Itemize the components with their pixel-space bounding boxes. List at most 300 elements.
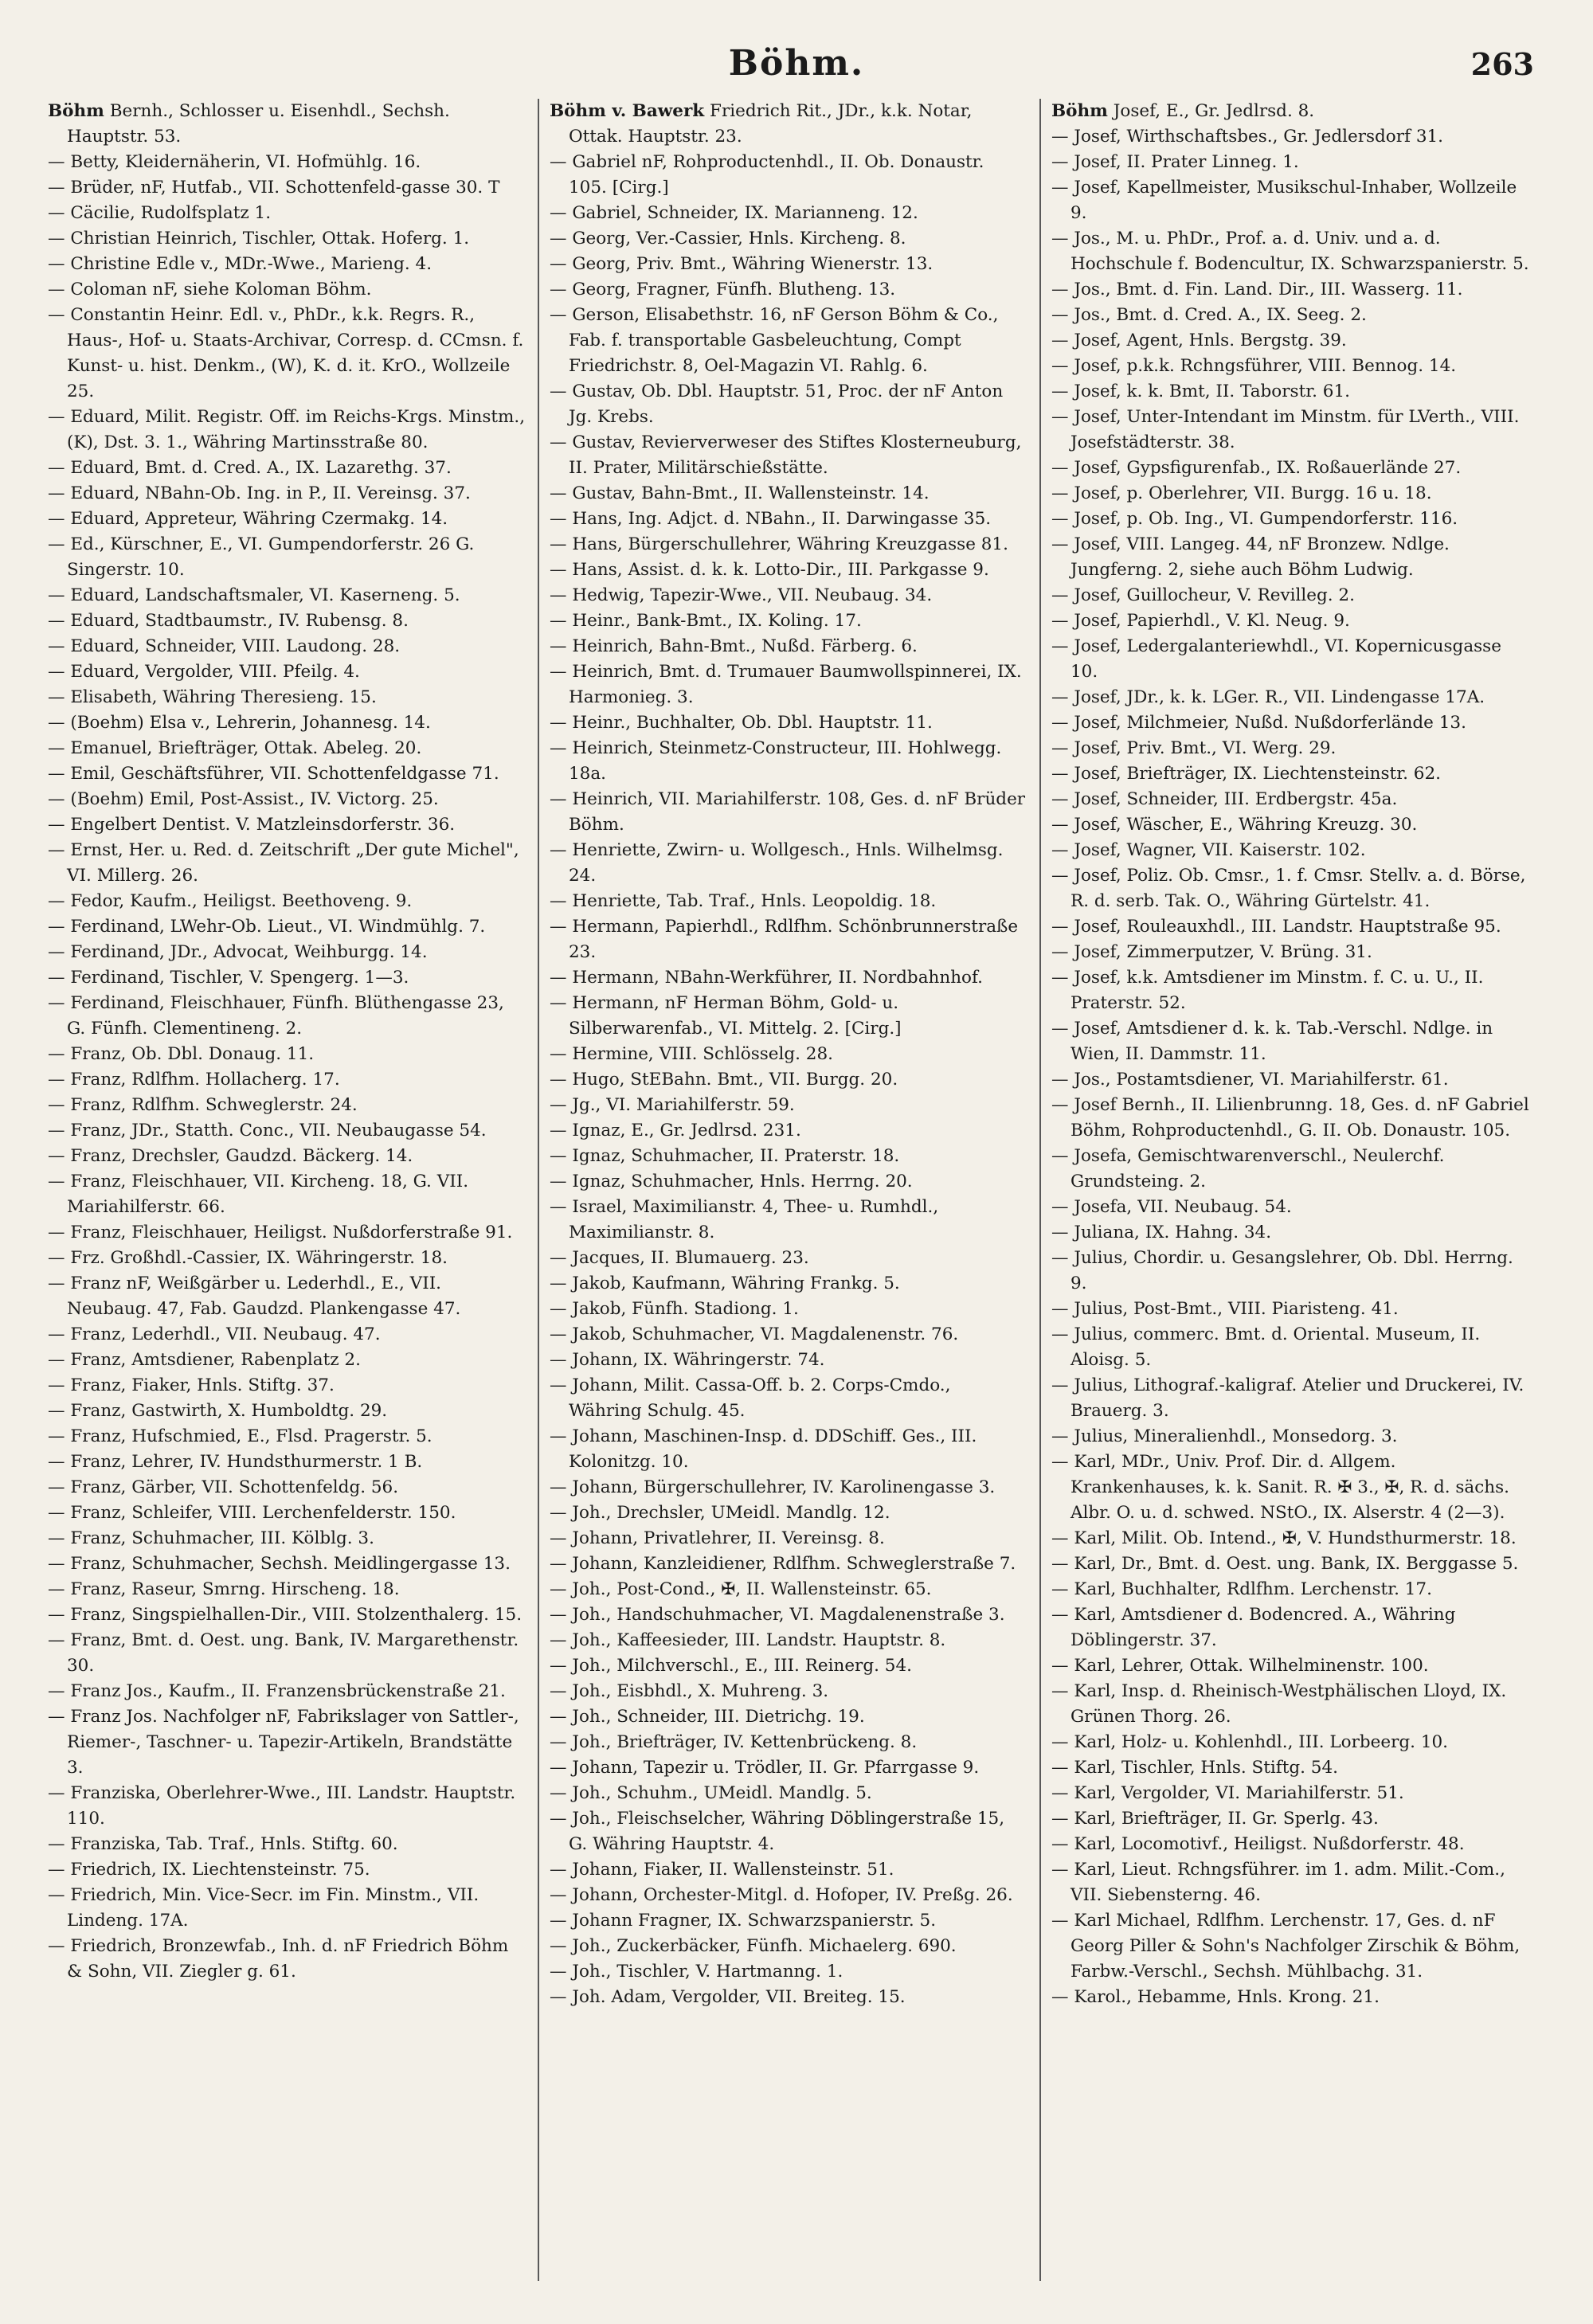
entry-text: — Hermann, nF Herman Böhm, Gold- u. Silberwarenfab., VI. Mittelg. 2. [Cirg.] [550, 993, 902, 1039]
entry-text: — Josef, Wirthschaftsbes., Gr. Jedlersdorf 31. [1051, 127, 1444, 147]
entry-text: — Hans, Ing. Adjct. d. NBahn., II. Darwingasse 35. [550, 509, 992, 529]
entry-text: — Joh., Kaffeesieder, III. Landstr. Hauptstr. 8. [550, 1630, 946, 1650]
entry-text: — Jakob, Schuhmacher, VI. Magdalenenstr. 76. [550, 1324, 959, 1344]
directory-entry [550, 1093, 1027, 1118]
entry-text: — Friedrich, IX. Liechtensteinstr. 75. [48, 1860, 370, 1880]
entry-text: — Josef, Rouleauxhdl., III. Landstr. Hauptstraße 95. [1051, 917, 1501, 937]
directory-entry [550, 201, 1027, 226]
directory-entry [48, 99, 526, 150]
entry-text: — Franz, Singspielhallen-Dir., VIII. Stolzenthalerg. 15. [48, 1605, 523, 1625]
directory-entry [550, 507, 1027, 532]
entry-text: — Franz, JDr., Statth. Conc., VII. Neubaugasse 54. [48, 1121, 487, 1140]
directory-entry [48, 277, 526, 303]
directory-entry [48, 940, 526, 965]
directory-entry [1051, 1093, 1529, 1144]
entry-surname: Böhm [48, 101, 104, 121]
directory-entry [48, 405, 526, 456]
entry-text: — Julius, Chordir. u. Gesangslehrer, Ob. Dbl. Herrng. 9. [1051, 1248, 1513, 1293]
directory-entry [48, 1399, 526, 1424]
directory-entry [48, 889, 526, 914]
entry-text: — Joh., Eisbhdl., X. Muhreng. 3. [550, 1681, 829, 1701]
directory-entry [550, 914, 1027, 965]
entry-text: — Franz, Rdlfhm. Hollacherg. 17. [48, 1070, 340, 1090]
directory-entry [1051, 226, 1529, 277]
entry-text: — Karl, Amtsdiener d. Bodencred. A., Währing Döblingerstr. 37. [1051, 1605, 1456, 1650]
entry-text: — Coloman nF, siehe Koloman Böhm. [48, 280, 372, 299]
directory-entry [48, 710, 526, 736]
directory-entry [48, 1883, 526, 1934]
entry-text: — Georg, Ver.-Cassier, Hnls. Kircheng. 8. [550, 229, 906, 248]
entry-text: — Gabriel, Schneider, IX. Marianneng. 12. [550, 203, 918, 223]
entry-text: — Karol., Hebamme, Hnls. Krong. 21. [1051, 1987, 1380, 2007]
directory-entry [48, 1322, 526, 1348]
entry-text: — Joh., Milchverschl., E., III. Reinerg. 54. [550, 1656, 912, 1676]
entry-text: — Johann, Milit. Cassa-Off. b. 2. Corps-Cmdo., Währing Schulg. 45. [550, 1375, 951, 1421]
directory-entry [550, 1883, 1027, 1908]
entry-text: — Eduard, Milit. Registr. Off. im Reichs-Krgs. Minstm., (K), Dst. 3. 1., Währing Martinsstraße 80. [48, 407, 526, 452]
directory-entry [1051, 965, 1529, 1016]
directory-entry [48, 1450, 526, 1475]
entry-text: — Eduard, Schneider, VIII. Laudong. 28. [48, 636, 401, 656]
directory-entry [550, 1704, 1027, 1730]
entry-text: — Franz Jos. Nachfolger nF, Fabrikslager von Sattler-, Riemer-, Taschner- u. Tapezir-Artikeln, Brandstätte 3. [48, 1707, 519, 1778]
directory-entry [1051, 1526, 1529, 1551]
entry-text: — Josef, VIII. Langeg. 44, nF Bronzew. Ndlge. Jungferng. 2, siehe auch Böhm Ludwig. [1051, 534, 1450, 580]
entry-text: — Josef, Gypsfigurenfab., IX. Roßauerlände 27. [1051, 458, 1462, 478]
directory-entry [48, 1271, 526, 1322]
directory-entry [550, 1297, 1027, 1322]
directory-entry [48, 1424, 526, 1450]
directory-entry [1051, 1806, 1529, 1832]
entry-text: — Franz, Fleischhauer, Heiligst. Nußdorferstraße 91. [48, 1223, 513, 1242]
directory-entry [48, 1577, 526, 1602]
entry-text: — Georg, Fragner, Fünfh. Blutheng. 13. [550, 280, 896, 299]
entry-text: — Heinrich, Bmt. d. Trumauer Baumwollspinnerei, IX. Harmonieg. 3. [550, 662, 1022, 707]
directory-entry [1051, 1985, 1529, 2010]
entry-text: — Franz, Lehrer, IV. Hundsthurmerstr. 1 B. [48, 1452, 423, 1472]
entry-text: — Johann, Tapezir u. Trödler, II. Gr. Pfarrgasse 9. [550, 1758, 980, 1778]
entry-text: — Josef, k. k. Bmt, II. Taborstr. 61. [1051, 381, 1350, 401]
directory-entry [48, 1093, 526, 1118]
directory-entry [48, 1781, 526, 1832]
directory-entry [48, 1551, 526, 1577]
directory-entry [48, 1475, 526, 1500]
entry-text: — Franz, Schleifer, VIII. Lerchenfelderstr. 150. [48, 1503, 456, 1523]
directory-entry [1051, 787, 1529, 812]
entry-text: — Ferdinand, JDr., Advocat, Weihburgg. 14. [48, 942, 428, 962]
directory-entry [550, 379, 1027, 430]
entry-text: — Franz, Hufschmied, E., Flsd. Pragerstr. 5. [48, 1426, 432, 1446]
entry-text: — (Boehm) Emil, Post-Assist., IV. Victorg. 25. [48, 789, 439, 809]
entry-text: — Betty, Kleidernäherin, VI. Hofmühlg. 16. [48, 152, 421, 172]
directory-entry [1051, 710, 1529, 736]
directory-entry [1051, 1373, 1529, 1424]
entry-text: — Joh., Schneider, III. Dietrichg. 19. [550, 1707, 865, 1727]
entry-text: — Franz Jos., Kaufm., II. Franzensbrückenstraße 21. [48, 1681, 506, 1701]
entry-text: — Christian Heinrich, Tischler, Ottak. Hoferg. 1. [48, 229, 470, 248]
directory-entry [48, 1067, 526, 1093]
entry-text: — Constantin Heinr. Edl. v., PhDr., k.k. Regrs. R., Haus-, Hof- u. Staats-Archivar, Corresp. d. CCmsn. f. Kunst- u. hist. Denkm., (W), K. d. it. KrO., Wollzeile 25. [48, 305, 524, 401]
directory-entry [550, 1348, 1027, 1373]
entry-text: — Heinrich, Bahn-Bmt., Nußd. Färberg. 6. [550, 636, 918, 656]
directory-entry [1051, 685, 1529, 710]
directory-entry [48, 761, 526, 787]
directory-entry [550, 1169, 1027, 1195]
entry-text: — Eduard, Vergolder, VIII. Pfeilg. 4. [48, 662, 360, 682]
entry-text: — Josef Bernh., II. Lilienbrunng. 18, Ges. d. nF Gabriel Böhm, Rohproductenhdl., G. II. Ob. Donaustr. 105. [1051, 1095, 1529, 1140]
directory-entry [48, 252, 526, 277]
entry-text: — Johann, Privatlehrer, II. Vereinsg. 8. [550, 1528, 885, 1548]
entry-text: — Joh., Post-Cond., ✠, II. Wallensteinstr. 65. [550, 1579, 932, 1599]
directory-entry [550, 1755, 1027, 1781]
entry-text: — Eduard, Landschaftsmaler, VI. Kaserneng. 5. [48, 585, 460, 605]
directory-entry [550, 1628, 1027, 1653]
entry-surname: Böhm [1051, 101, 1108, 121]
entry-text: — (Boehm) Elsa v., Lehrerin, Johannesg. 14. [48, 713, 431, 733]
entry-text: — Josef, Poliz. Ob. Cmsr., 1. f. Cmsr. Stellv. a. d. Börse, R. d. serb. Tak. O., Währing Gürtelstr. 41. [1051, 866, 1526, 911]
entry-text: — Josef, Amtsdiener d. k. k. Tab.-Verschl. Ndlge. in Wien, II. Dammstr. 11. [1051, 1019, 1493, 1064]
entry-text: — Josef, Zimmerputzer, V. Brüng. 31. [1051, 942, 1372, 962]
directory-entry [48, 1704, 526, 1781]
entry-text: — Brüder, nF, Hutfab., VII. Schottenfeld-gasse 30. T [48, 178, 500, 198]
directory-entry [1051, 277, 1529, 303]
entry-text: — Ferdinand, LWehr-Ob. Lieut., VI. Windmühlg. 7. [48, 917, 486, 937]
directory-entry [1051, 1297, 1529, 1322]
entry-text: — Karl, MDr., Univ. Prof. Dir. d. Allgem. Krankenhauses, k. k. Sanit. R. ✠ 3., ✠, R. d. sächs. Albr. O. u. d. schwed. NStO., IX. Alserstr. 4 (2—3). [1051, 1452, 1510, 1523]
entry-text: — Ignaz, Schuhmacher, II. Praterstr. 18. [550, 1146, 900, 1166]
entry-text: — Josef, p. Ob. Ing., VI. Gumpendorferstr. 116. [1051, 509, 1458, 529]
directory-entry [48, 1373, 526, 1399]
directory-entry [550, 889, 1027, 914]
directory-entry [550, 226, 1027, 252]
entry-text: — Karl, Dr., Bmt. d. Oest. ung. Bank, IX. Berggasse 5. [1051, 1554, 1519, 1574]
entry-text: — Josefa, VII. Neubaug. 54. [1051, 1197, 1292, 1217]
entry-surname: Böhm v. Bawerk [550, 101, 705, 121]
directory-entry [1051, 303, 1529, 328]
entry-text: — Karl, Locomotivf., Heiligst. Nußdorferstr. 48. [1051, 1834, 1465, 1854]
entry-text: — Hans, Assist. d. k. k. Lotto-Dir., III. Parkgasse 9. [550, 560, 989, 580]
entry-text: — Josef, Guillocheur, V. Revilleg. 2. [1051, 585, 1355, 605]
entry-text: — Hermann, NBahn-Werkführer, II. Nordbahnhof. [550, 968, 984, 988]
entry-text: — Friedrich, Bronzewfab., Inh. d. nF Friedrich Böhm & Sohn, VII. Ziegler g. 61. [48, 1936, 509, 1982]
entry-text: — Julius, Mineralienhdl., Monsedorg. 3. [1051, 1426, 1398, 1446]
directory-entry [550, 558, 1027, 583]
entry-text: — Johann, Bürgerschullehrer, IV. Karolinengasse 3. [550, 1477, 996, 1497]
entry-text: — Heinrich, VII. Mariahilferstr. 108, Ges. d. nF Brüder Böhm. [550, 789, 1026, 835]
entry-text: — Josef, Wagner, VII. Kaiserstr. 102. [1051, 840, 1366, 860]
entry-text: — Gustav, Bahn-Bmt., II. Wallensteinstr. 14. [550, 483, 930, 503]
entry-text: — Karl, Lehrer, Ottak. Wilhelminenstr. 100. [1051, 1656, 1429, 1676]
entry-text: — Joh. Adam, Vergolder, VII. Breiteg. 15. [550, 1987, 906, 2007]
directory-entry [48, 991, 526, 1042]
directory-entry [48, 1628, 526, 1679]
entry-text: — Juliana, IX. Hahng. 34. [1051, 1223, 1272, 1242]
directory-entry [1051, 914, 1529, 940]
directory-entry [1051, 1067, 1529, 1093]
directory-entry [48, 175, 526, 201]
entry-text: — Franziska, Oberlehrer-Wwe., III. Landstr. Hauptstr. 110. [48, 1783, 516, 1829]
directory-entry [550, 1246, 1027, 1271]
directory-entry [48, 685, 526, 710]
directory-entry [1051, 634, 1529, 685]
entry-text: — Friedrich, Min. Vice-Secr. im Fin. Minstm., VII. Lindeng. 17A. [48, 1885, 479, 1931]
entry-text: — Gerson, Elisabethstr. 16, nF Gerson Böhm & Co., Fab. f. transportable Gasbeleuchtung, Compt Friedrichstr. 8, Oel-Magazin VI. Rahlg. 6. [550, 305, 999, 376]
directory-entry [48, 1118, 526, 1144]
entry-text: — Julius, Post-Bmt., VIII. Piaristeng. 41. [1051, 1299, 1399, 1319]
directory-entry [48, 838, 526, 889]
directory-entry [1051, 1755, 1529, 1781]
entry-text: — Georg, Priv. Bmt., Währing Wienerstr. 13. [550, 254, 933, 274]
directory-entry [550, 787, 1027, 838]
entry-text: — Jacques, II. Blumauerg. 23. [550, 1248, 809, 1268]
directory-entry [550, 583, 1027, 608]
directory-entry [48, 226, 526, 252]
directory-entry [550, 252, 1027, 277]
directory-entry [48, 608, 526, 634]
entry-text: — Karl Michael, Rdlfhm. Lerchenstr. 17, Ges. d. nF Georg Piller & Sohn's Nachfolger Zirschik & Böhm, Farbw.-Verschl., Sechsh. Mühlbachg. 31. [1051, 1911, 1521, 1982]
directory-entry [550, 1322, 1027, 1348]
entry-text: — Josef, p.k.k. Rchngsführer, VIII. Bennog. 14. [1051, 356, 1457, 376]
entry-text: — Hans, Bürgerschullehrer, Währing Kreuzgasse 81. [550, 534, 1008, 554]
directory-entry [48, 736, 526, 761]
entry-text: — Heinr., Bank-Bmt., IX. Koling. 17. [550, 611, 862, 631]
entry-text: — Johann, Fiaker, II. Wallensteinstr. 51. [550, 1860, 894, 1880]
entry-text: — Jakob, Kaufmann, Währing Frankg. 5. [550, 1274, 900, 1293]
page-header [0, 35, 1593, 99]
entry-text: — Franz, Schuhmacher, III. Kölblg. 3. [48, 1528, 374, 1548]
entry-text: — Jos., Bmt. d. Fin. Land. Dir., III. Wasserg. 11. [1051, 280, 1463, 299]
entry-text: — Josef, Priv. Bmt., VI. Werg. 29. [1051, 738, 1337, 758]
entry-text: — Eduard, Bmt. d. Cred. A., IX. Lazarethg. 37. [48, 458, 452, 478]
directory-entry [1051, 456, 1529, 481]
entry-text: — Franz, Fiaker, Hnls. Stiftg. 37. [48, 1375, 335, 1395]
directory-entry [1051, 736, 1529, 761]
entry-text: — Gustav, Ob. Dbl. Hauptstr. 51, Proc. der nF Anton Jg. Krebs. [550, 381, 1004, 427]
entry-text: — Josef, Wäscher, E., Währing Kreuzg. 30. [1051, 815, 1418, 835]
directory-entry [1051, 1730, 1529, 1755]
directory-entry [1051, 175, 1529, 226]
directory-entry [1051, 583, 1529, 608]
directory-entry [1051, 481, 1529, 507]
directory-entry [550, 1959, 1027, 1985]
directory-entry [48, 150, 526, 175]
entry-text: — Josef, Kapellmeister, Musikschul-Inhaber, Wollzeile 9. [1051, 178, 1517, 223]
entry-text: — Joh., Briefträger, IV. Kettenbrückeng. 8. [550, 1732, 918, 1752]
entry-text: — Josef, Briefträger, IX. Liechtensteinstr. 62. [1051, 764, 1441, 784]
entry-text: — Hugo, StEBahn. Bmt., VII. Burgg. 20. [550, 1070, 898, 1090]
directory-entry [48, 1500, 526, 1526]
entry-text: — Henriette, Tab. Traf., Hnls. Leopoldig. 18. [550, 891, 937, 911]
entry-text: — Josef, Schneider, III. Erdbergstr. 45a. [1051, 789, 1398, 809]
directory-entry [550, 1144, 1027, 1169]
entry-text: — Franz, Amtsdiener, Rabenplatz 2. [48, 1350, 361, 1370]
directory-entry [550, 1679, 1027, 1704]
entry-text: — Jakob, Fünfh. Stadiong. 1. [550, 1299, 799, 1319]
entry-text: — Frz. Großhdl.-Cassier, IX. Währingerstr. 18. [48, 1248, 448, 1268]
directory-entry [1051, 940, 1529, 965]
directory-entry [1051, 124, 1529, 150]
directory-entry [550, 430, 1027, 481]
directory-entry [48, 812, 526, 838]
directory-entry [48, 1526, 526, 1551]
directory-entry [1051, 1246, 1529, 1297]
entry-text: — Franz, Bmt. d. Oest. ung. Bank, IV. Margarethenstr. 30. [48, 1630, 519, 1676]
entry-text: — Ferdinand, Tischler, V. Spengerg. 1—3. [48, 968, 409, 988]
directory-entry [48, 1602, 526, 1628]
directory-entry [1051, 1781, 1529, 1806]
column-2 [550, 99, 1027, 2297]
entry-text: — Franz, Fleischhauer, VII. Kircheng. 18, G. VII. Mariahilferstr. 66. [48, 1172, 469, 1217]
entry-text: — Gabriel nF, Rohproductenhdl., II. Ob. Donaustr. 105. [Cirg.] [550, 152, 984, 198]
directory-entry [1051, 1679, 1529, 1730]
directory-entry [550, 634, 1027, 659]
directory-entry [48, 659, 526, 685]
directory-entry [48, 965, 526, 991]
directory-entry [550, 1475, 1027, 1500]
entry-text: — Johann, Kanzleidiener, Rdlfhm. Schweglerstraße 7. [550, 1554, 1016, 1574]
entry-text: — Ed., Kürschner, E., VI. Gumpendorferstr. 26 G. Singerstr. 10. [48, 534, 475, 580]
entry-text: — Israel, Maximilianstr. 4, Thee- u. Rumhdl., Maximilianstr. 8. [550, 1197, 939, 1242]
directory-entry [1051, 1602, 1529, 1653]
entry-text: — Johann, Maschinen-Insp. d. DDSchiff. Ges., III. Kolonitzg. 10. [550, 1426, 977, 1472]
entry-text: — Josef, Agent, Hnls. Bergstg. 39. [1051, 331, 1347, 350]
directory-entry [1051, 1653, 1529, 1679]
directory-entry [550, 838, 1027, 889]
directory-columns [48, 99, 1545, 2297]
entry-text: — Henriette, Zwirn- u. Wollgesch., Hnls. Wilhelmsg. 24. [550, 840, 1004, 886]
entry-text: — Franz, Lederhdl., VII. Neubaug. 47. [48, 1324, 381, 1344]
entry-text: — Franz, Raseur, Smrng. Hirscheng. 18. [48, 1579, 400, 1599]
entry-text: Bernh., Schlosser u. Eisenhdl., Sechsh. Hauptstr. 53. [67, 101, 450, 147]
directory-entry [550, 481, 1027, 507]
entry-text: — Eduard, NBahn-Ob. Ing. in P., II. Vereinsg. 37. [48, 483, 471, 503]
page-number: 263 [1470, 46, 1534, 82]
entry-text: — Hermine, VIII. Schlösselg. 28. [550, 1044, 833, 1064]
entry-text: — Ernst, Her. u. Red. d. Zeitschrift „Der gute Michel", VI. Millerg. 26. [48, 840, 519, 886]
directory-entry [48, 634, 526, 659]
entry-text: — Julius, Lithograf.-kaligraf. Atelier und Druckerei, IV. Brauerg. 3. [1051, 1375, 1525, 1421]
directory-entry [1051, 328, 1529, 354]
directory-entry [48, 1169, 526, 1220]
directory-entry [550, 99, 1027, 150]
directory-entry [550, 1500, 1027, 1526]
column-divider [1039, 99, 1041, 2281]
directory-entry [550, 1551, 1027, 1577]
entry-text: — Franz nF, Weißgärber u. Lederhdl., E., VII. Neubaug. 47, Fab. Gaudzd. Plankengasse 47. [48, 1274, 461, 1319]
directory-entry [48, 787, 526, 812]
directory-entry [48, 532, 526, 583]
entry-text: — Johann Fragner, IX. Schwarzspanierstr. 5. [550, 1911, 937, 1931]
entry-text: — Josef, k.k. Amtsdiener im Minstm. f. C. u. U., II. Praterstr. 52. [1051, 968, 1484, 1013]
directory-entry [550, 1934, 1027, 1959]
directory-entry [1051, 150, 1529, 175]
directory-entry [550, 1602, 1027, 1628]
directory-entry [1051, 532, 1529, 583]
directory-entry [48, 1042, 526, 1067]
directory-entry [550, 991, 1027, 1042]
entry-text: — Jg., VI. Mariahilferstr. 59. [550, 1095, 795, 1115]
directory-entry [550, 1526, 1027, 1551]
directory-entry [550, 965, 1027, 991]
directory-entry [550, 736, 1027, 787]
entry-text: — Karl, Milit. Ob. Intend., ✠, V. Hundsthurmerstr. 18. [1051, 1528, 1517, 1548]
directory-entry [48, 1832, 526, 1857]
entry-text: — Johann, IX. Währingerstr. 74. [550, 1350, 825, 1370]
entry-text: — Julius, commerc. Bmt. d. Oriental. Museum, II. Aloisg. 5. [1051, 1324, 1481, 1370]
entry-text: — Karl, Lieut. Rchngsführer. im 1. adm. Milit.-Com., VII. Siebensterng. 46. [1051, 1860, 1505, 1905]
entry-text: — Karl, Holz- u. Kohlenhdl., III. Lorbeerg. 10. [1051, 1732, 1449, 1752]
column-3 [1051, 99, 1529, 2297]
page-title: Böhm. [728, 43, 865, 84]
entry-text: — Franziska, Tab. Traf., Hnls. Stiftg. 60. [48, 1834, 398, 1854]
entry-text: — Karl, Vergolder, VI. Mariahilferstr. 51. [1051, 1783, 1404, 1803]
entry-text: — Joh., Schuhm., UMeidl. Mandlg. 5. [550, 1783, 872, 1803]
entry-text: — Joh., Zuckerbäcker, Fünfh. Michaelerg. 690. [550, 1936, 957, 1956]
directory-entry [48, 1246, 526, 1271]
directory-entry [550, 1908, 1027, 1934]
entry-text: — Franz, Rdlfhm. Schweglerstr. 24. [48, 1095, 358, 1115]
directory-entry [1051, 1551, 1529, 1577]
directory-entry [48, 507, 526, 532]
directory-entry [48, 1934, 526, 1985]
directory-entry [1051, 838, 1529, 863]
entry-text: — Gustav, Revierverweser des Stiftes Klosterneuburg, II. Prater, Militärschießstätte. [550, 432, 1022, 478]
entry-text: — Joh., Drechsler, UMeidl. Mandlg. 12. [550, 1503, 890, 1523]
directory-entry [48, 1348, 526, 1373]
directory-entry [550, 1781, 1027, 1806]
directory-entry [550, 608, 1027, 634]
directory-entry [550, 1067, 1027, 1093]
directory-entry [48, 583, 526, 608]
column-1 [48, 99, 526, 2297]
directory-entry [1051, 863, 1529, 914]
directory-entry [550, 532, 1027, 558]
directory-entry [48, 1857, 526, 1883]
directory-entry [550, 710, 1027, 736]
entry-text: — Johann, Orchester-Mitgl. d. Hofoper, IV. Preßg. 26. [550, 1885, 1013, 1905]
directory-entry [1051, 405, 1529, 456]
entry-text: — Josef, Unter-Intendant im Minstm. für LVerth., VIII. Josefstädterstr. 38. [1051, 407, 1520, 452]
directory-entry [550, 150, 1027, 201]
directory-entry [550, 1985, 1027, 2010]
entry-text: — Josef, p. Oberlehrer, VII. Burgg. 16 u. 18. [1051, 483, 1432, 503]
directory-entry [550, 303, 1027, 379]
directory-entry [1051, 1577, 1529, 1602]
directory-entry [48, 303, 526, 405]
entry-text: — Franz, Drechsler, Gaudzd. Bäckerg. 14. [48, 1146, 413, 1166]
directory-entry [1051, 761, 1529, 787]
entry-text: — Joh., Fleischselcher, Währing Döblingerstraße 15, G. Währing Hauptstr. 4. [550, 1809, 1005, 1854]
entry-text: — Franz, Ob. Dbl. Donaug. 11. [48, 1044, 315, 1064]
directory-entry [550, 277, 1027, 303]
entry-text: — Ignaz, E., Gr. Jedlrsd. 231. [550, 1121, 801, 1140]
directory-entry [48, 201, 526, 226]
directory-entry [1051, 1144, 1529, 1195]
entry-text: — Franz, Gastwirth, X. Humboldtg. 29. [48, 1401, 388, 1421]
directory-entry [550, 1042, 1027, 1067]
directory-entry [1051, 1322, 1529, 1373]
directory-entry [1051, 608, 1529, 634]
directory-entry [550, 1118, 1027, 1144]
directory-entry [550, 1271, 1027, 1297]
entry-text: — Josef, II. Prater Linneg. 1. [1051, 152, 1299, 172]
entry-text: — Franz, Gärber, VII. Schottenfeldg. 56. [48, 1477, 399, 1497]
entry-text: — Ferdinand, Fleischhauer, Fünfh. Blüthengasse 23, G. Fünfh. Clementineng. 2. [48, 993, 504, 1039]
directory-entry [1051, 379, 1529, 405]
entry-text: — Christine Edle v., MDr.-Wwe., Marieng. 4. [48, 254, 432, 274]
entry-text: — Hermann, Papierhdl., Rdlfhm. Schönbrunnerstraße 23. [550, 917, 1019, 962]
directory-entry [1051, 1220, 1529, 1246]
